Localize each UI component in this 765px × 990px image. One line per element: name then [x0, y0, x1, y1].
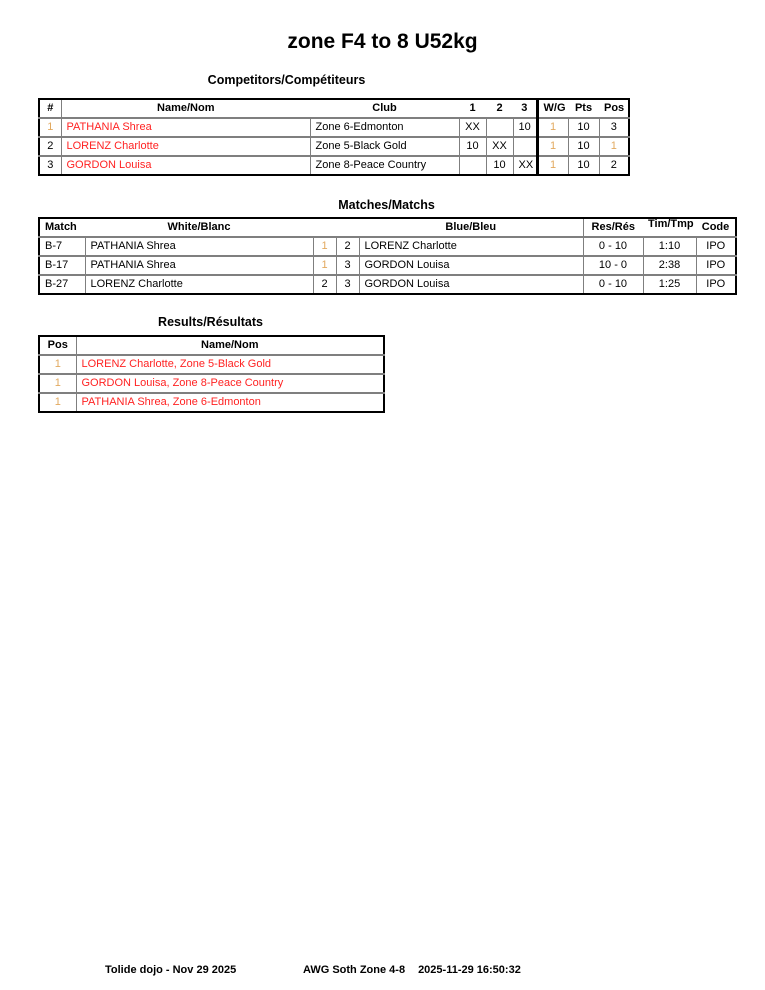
competitor-number-cell: 1 [39, 118, 61, 137]
competitor-club-cell: Zone 6-Edmonton [310, 118, 459, 137]
white-draw-number-cell: 1 [313, 237, 336, 256]
column-header [643, 218, 696, 237]
competitor-name-cell: LORENZ Charlotte [61, 137, 310, 156]
result-name-cell: PATHANIA Shrea, Zone 6-Edmonton [76, 393, 384, 412]
competitors-section [38, 98, 630, 176]
round-2-cell [486, 118, 513, 137]
blue-name-cell: GORDON Louisa [359, 256, 583, 275]
win-code-cell: IPO [696, 237, 736, 256]
matches-section-heading: Matches/Matchs [338, 198, 435, 212]
blue-name-cell: LORENZ Charlotte [359, 237, 583, 256]
competitor-number-cell: 3 [39, 156, 61, 175]
round-3-cell: XX [513, 156, 537, 175]
footer-venue: Tolide dojo - Nov 29 2025 [105, 964, 237, 976]
position-cell: 1 [39, 355, 76, 374]
competitors-table [38, 98, 630, 176]
result-row [39, 355, 384, 374]
column-header: 1 [459, 99, 486, 118]
match-row [39, 256, 736, 275]
column-header: Res/Rés [583, 218, 643, 237]
column-header: 3 [513, 99, 537, 118]
win-code-cell: IPO [696, 275, 736, 294]
column-header: Code [696, 218, 736, 237]
white-name-cell: PATHANIA Shrea [85, 237, 313, 256]
column-header: Name/Nom [76, 336, 384, 355]
wins-cell: 1 [537, 118, 568, 137]
column-header [336, 218, 359, 237]
matches-header-row [39, 218, 736, 237]
match-number-cell: B-7 [39, 237, 85, 256]
match-time-cell: 2:38 [643, 256, 696, 275]
result-name-cell: LORENZ Charlotte, Zone 5-Black Gold [76, 355, 384, 374]
points-cell: 10 [568, 118, 599, 137]
competitor-club-cell: Zone 8-Peace Country [310, 156, 459, 175]
match-number-cell: B-17 [39, 256, 85, 275]
column-header: Pts [568, 99, 599, 118]
match-number-cell: B-27 [39, 275, 85, 294]
round-1-cell [459, 156, 486, 175]
competitor-name-cell: PATHANIA Shrea [61, 118, 310, 137]
position-cell: 3 [599, 118, 629, 137]
result-row [39, 374, 384, 393]
column-header: Pos [599, 99, 629, 118]
round-2-cell: XX [486, 137, 513, 156]
points-cell: 10 [568, 137, 599, 156]
competitor-row [39, 118, 629, 137]
results-section [38, 335, 385, 413]
competitor-club-cell: Zone 5-Black Gold [310, 137, 459, 156]
competitor-name-cell: GORDON Louisa [61, 156, 310, 175]
blue-draw-number-cell: 3 [336, 275, 359, 294]
results-section-heading: Results/Résultats [158, 315, 263, 329]
column-header: Match [39, 218, 85, 237]
round-1-cell: XX [459, 118, 486, 137]
blue-draw-number-cell: 3 [336, 256, 359, 275]
white-name-cell: LORENZ Charlotte [85, 275, 313, 294]
column-header: Blue/Bleu [359, 218, 583, 237]
column-header [313, 218, 336, 237]
win-code-cell: IPO [696, 256, 736, 275]
results-table [38, 335, 385, 413]
blue-draw-number-cell: 2 [336, 237, 359, 256]
matches-table [38, 217, 737, 295]
wins-cell: 1 [537, 137, 568, 156]
column-header: Name/Nom [61, 99, 310, 118]
result-score-cell: 0 - 10 [583, 275, 643, 294]
match-time-cell: 1:10 [643, 237, 696, 256]
footer-timestamp: 2025-11-29 16:50:32 [418, 964, 521, 976]
blue-name-cell: GORDON Louisa [359, 275, 583, 294]
matches-section [38, 217, 737, 295]
competitors-section-heading: Competitors/Compétiteurs [207, 73, 366, 87]
round-1-cell: 10 [459, 137, 486, 156]
position-cell: 2 [599, 156, 629, 175]
column-header: White/Blanc [85, 218, 313, 237]
competitor-row [39, 137, 629, 156]
column-header: W/G [537, 99, 568, 118]
column-header: Club [310, 99, 459, 118]
footer-event-line [303, 964, 521, 976]
round-3-cell: 10 [513, 118, 537, 137]
competitors-header-row [39, 99, 629, 118]
points-cell: 10 [568, 156, 599, 175]
column-header: 2 [486, 99, 513, 118]
page-title: zone F4 to 8 U52kg [287, 30, 478, 53]
match-row [39, 237, 736, 256]
result-score-cell: 10 - 0 [583, 256, 643, 275]
competitor-number-cell: 2 [39, 137, 61, 156]
white-draw-number-cell: 2 [313, 275, 336, 294]
white-draw-number-cell: 1 [313, 256, 336, 275]
position-cell: 1 [39, 374, 76, 393]
round-2-cell: 10 [486, 156, 513, 175]
competitor-row [39, 156, 629, 175]
position-cell: 1 [39, 393, 76, 412]
results-header-row [39, 336, 384, 355]
match-time-cell: 1:25 [643, 275, 696, 294]
time-header-label: Tim/Tmp [648, 218, 694, 230]
footer-event-name: AWG Soth Zone 4-8 [303, 964, 406, 976]
column-header: # [39, 99, 61, 118]
result-score-cell: 0 - 10 [583, 237, 643, 256]
wins-cell: 1 [537, 156, 568, 175]
white-name-cell: PATHANIA Shrea [85, 256, 313, 275]
match-row [39, 275, 736, 294]
round-3-cell [513, 137, 537, 156]
position-cell: 1 [599, 137, 629, 156]
result-name-cell: GORDON Louisa, Zone 8-Peace Country [76, 374, 384, 393]
column-header: Pos [39, 336, 76, 355]
result-row [39, 393, 384, 412]
